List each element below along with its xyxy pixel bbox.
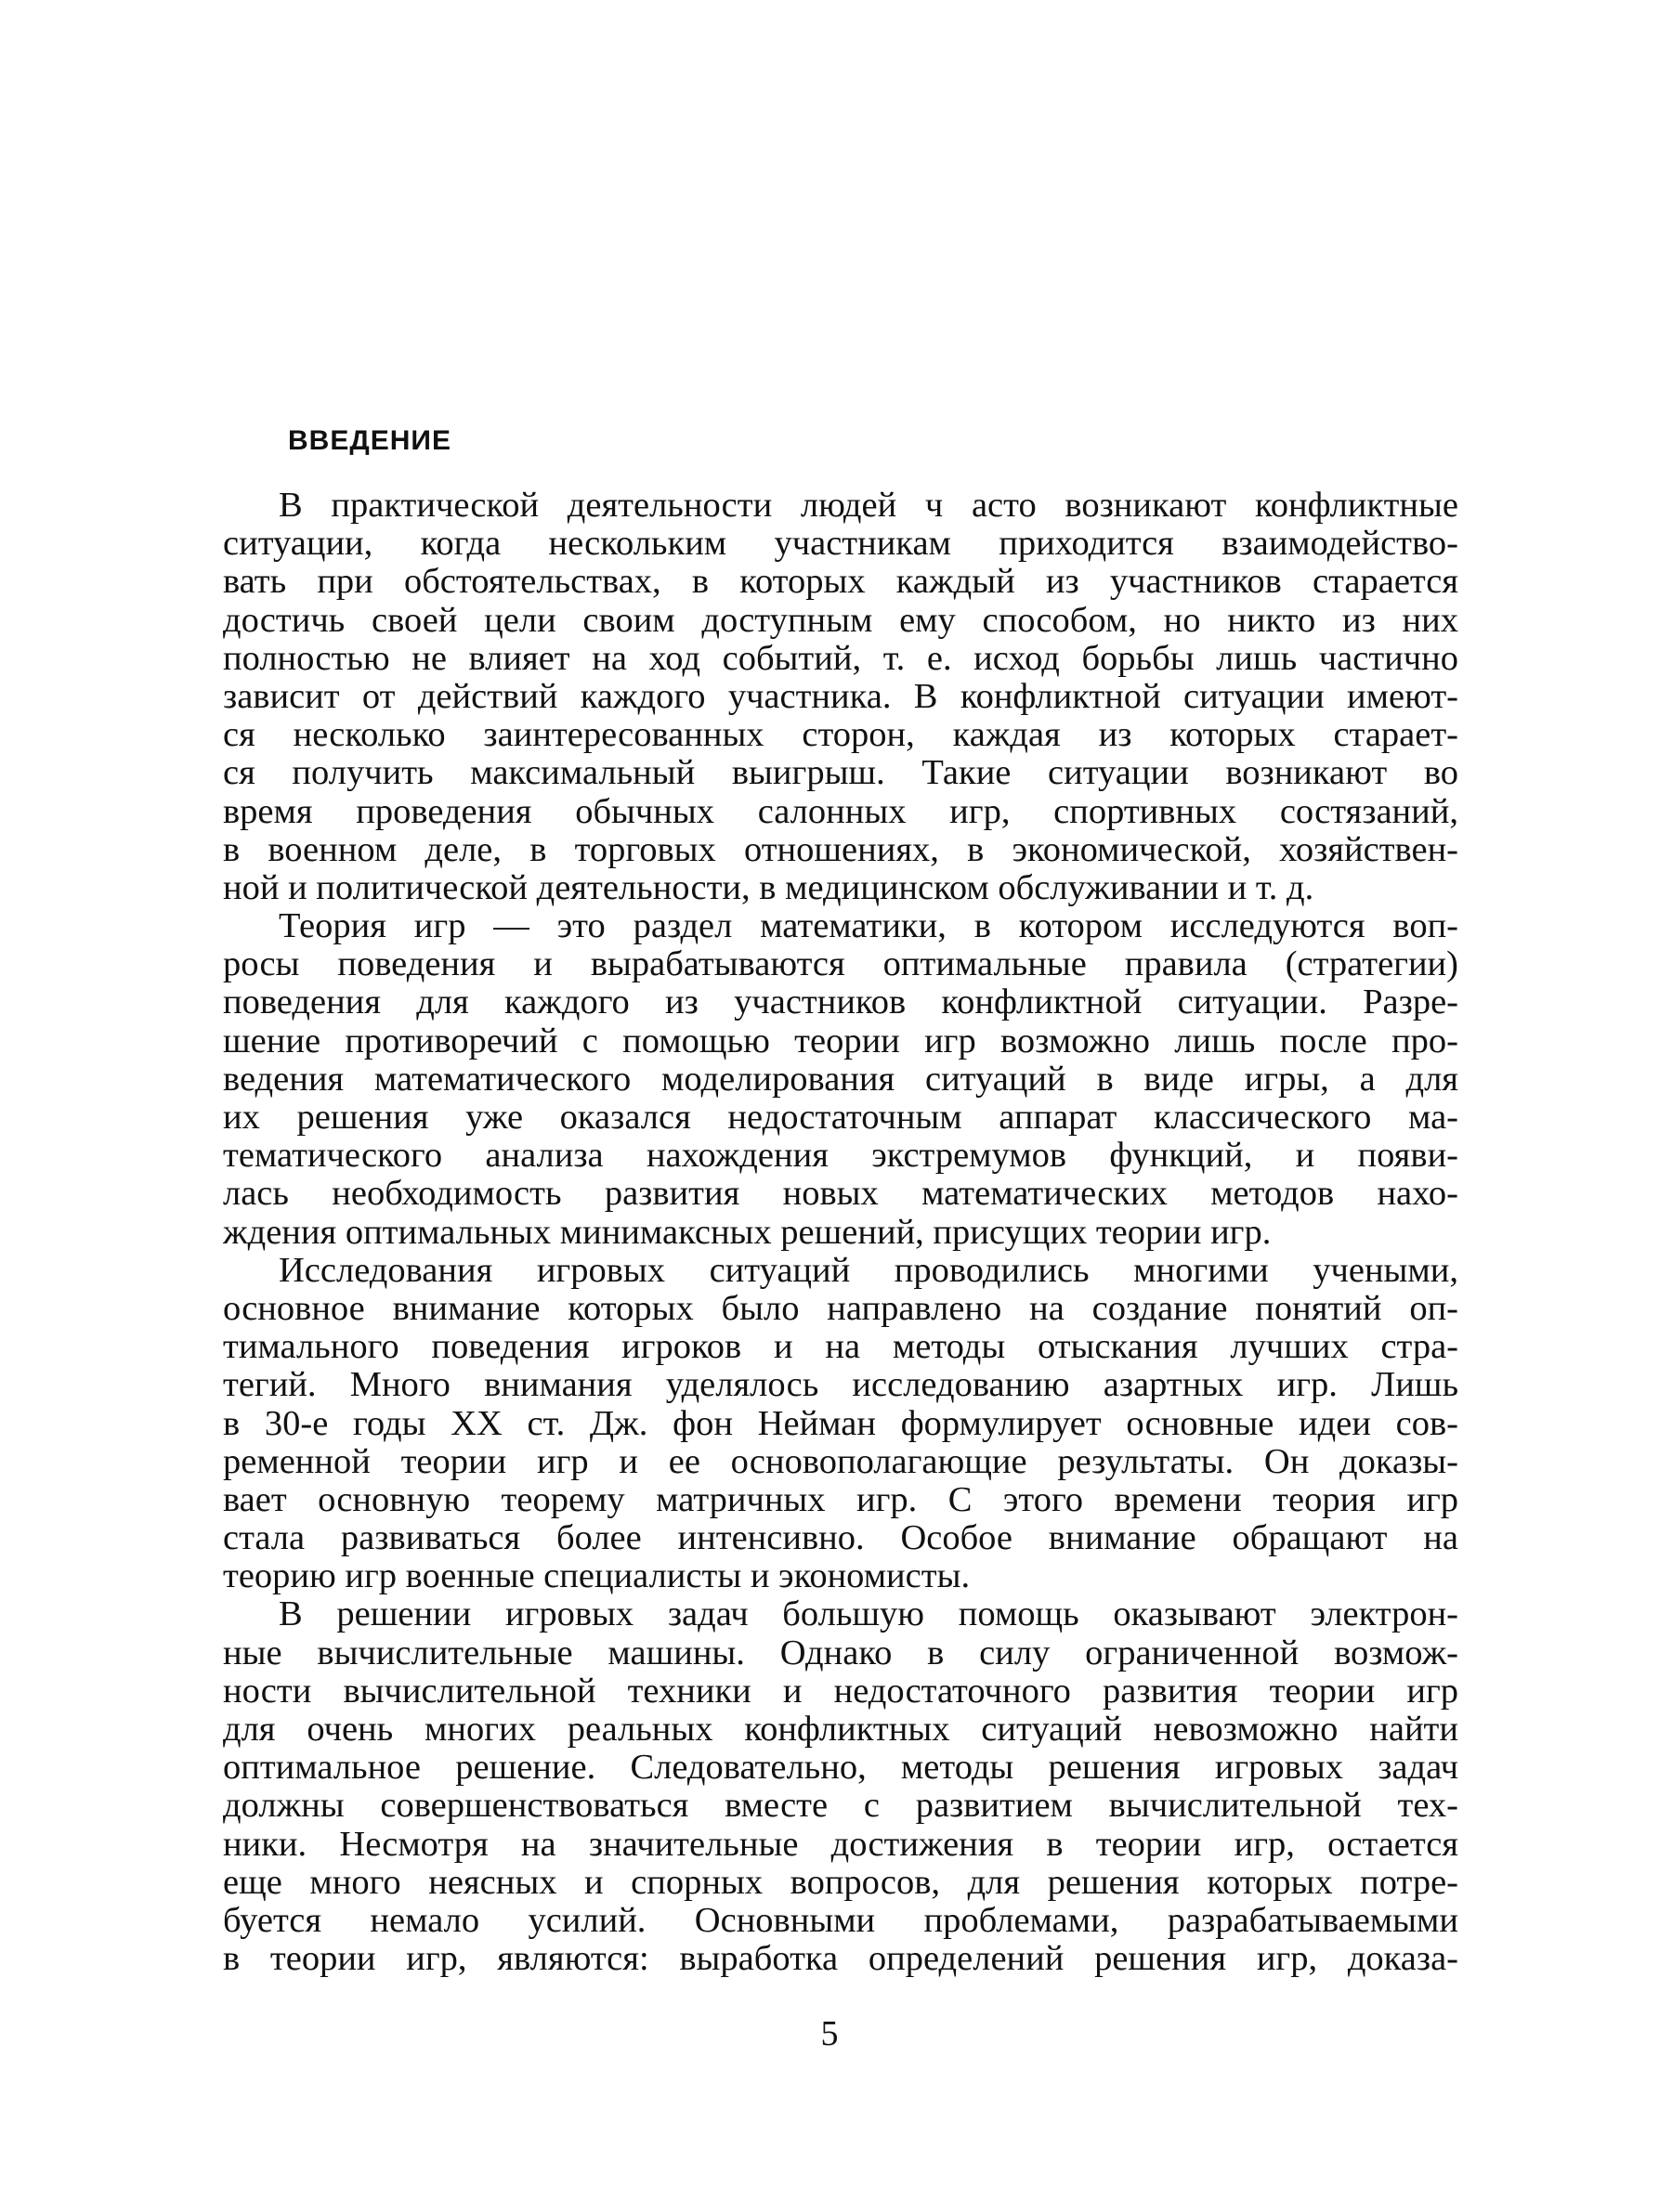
- text-line: шение противоречий с помощью теории игр возможно лишь после про-: [223, 1021, 1458, 1060]
- text-line: время проведения обычных салонных игр, спортивных состязаний,: [223, 792, 1458, 831]
- text-line: ся получить максимальный выигрыш. Такие ситуации возникают во: [223, 754, 1458, 793]
- text-line: тегий. Много внимания уделялось исследованию азартных игр. Лишь: [223, 1366, 1458, 1405]
- text-line: тимального поведения игроков и на методы отыскания лучших стра-: [223, 1328, 1458, 1367]
- text-line: В практической деятельности людей ч асто возникают конфликтные: [279, 487, 1458, 525]
- text-line: ждения оптимальных минимаксных решений, присущих теории игр.: [223, 1213, 1272, 1252]
- text-line: должны совершенствоваться вместе с развитием вычислительной тех-: [223, 1787, 1458, 1826]
- text-line: тематического анализа нахождения экстремумов функций, и появи-: [223, 1137, 1458, 1176]
- text-line: в 30-е годы XX ст. Дж. фон Нейман формулирует основные идеи сов-: [223, 1404, 1458, 1443]
- section-heading: ВВЕДЕНИЕ: [288, 425, 451, 456]
- text-line: их решения уже оказался недостаточным аппарат классического ма-: [223, 1099, 1458, 1137]
- text-line: ники. Несмотря на значительные достижения в теории игр, остается: [223, 1825, 1458, 1864]
- text-line: вает основную теорему матричных игр. С этого времени теория игр: [223, 1480, 1458, 1519]
- text-line: В решении игровых задач большую помощь оказывают электрон-: [279, 1595, 1458, 1634]
- text-line: в теории игр, являются: выработка определений решения игр, доказа-: [223, 1940, 1458, 1979]
- paragraph-3: [223, 1252, 1458, 1596]
- text-line: оптимальное решение. Следовательно, методы решения игровых задач: [223, 1749, 1458, 1788]
- text-line: теорию игр военные специалисты и экономисты.: [223, 1557, 971, 1596]
- text-line: ся несколько заинтересованных сторон, каждая из которых старает-: [223, 716, 1458, 755]
- text-line: ведения математического моделирования ситуаций в виде игры, а для: [223, 1060, 1458, 1099]
- paragraph-4: [223, 1595, 1458, 1978]
- text-line: стала развиваться более интенсивно. Особое внимание обращают на: [223, 1519, 1458, 1558]
- text-line: ные вычислительные машины. Однако в силу ограниченной возмож-: [223, 1633, 1458, 1672]
- text-line: полностью не влияет на ход событий, т. е. исход борьбы лишь частично: [223, 639, 1458, 678]
- text-line: ременной теории игр и ее основополагающие результаты. Он доказы-: [223, 1442, 1458, 1481]
- text-line: ситуации, когда нескольким участникам приходится взаимодейство-: [223, 525, 1458, 564]
- text-line: Теория игр — это раздел математики, в котором исследуются воп-: [279, 907, 1458, 946]
- text-line: вать при обстоятельствах, в которых каждый из участников старается: [223, 563, 1458, 602]
- text-line: росы поведения и вырабатываются оптимальные правила (стратегии): [223, 945, 1458, 984]
- paragraph-2: [223, 907, 1458, 1252]
- text-line: в военном деле, в торговых отношениях, в экономической, хозяйствен-: [223, 830, 1458, 869]
- body-text: [223, 487, 1458, 1978]
- text-line: буется немало усилий. Основными проблемами, разрабатываемыми: [223, 1901, 1458, 1940]
- text-line: для очень многих реальных конфликтных ситуаций невозможно найти: [223, 1711, 1458, 1749]
- text-line: основное внимание которых было направлено на создание понятий оп-: [223, 1289, 1458, 1328]
- text-line: Исследования игровых ситуаций проводились многими учеными,: [279, 1251, 1458, 1290]
- page-number: 5: [820, 2014, 839, 2053]
- text-line: зависит от действий каждого участника. В конфликтной ситуации имеют-: [223, 677, 1458, 716]
- text-line: достичь своей цели своим доступным ему способом, но никто из них: [223, 601, 1458, 640]
- text-line: поведения для каждого из участников конфликтной ситуации. Разре-: [223, 983, 1458, 1022]
- text-line: ности вычислительной техники и недостаточного развития теории игр: [223, 1672, 1458, 1711]
- text-line: ной и политической деятельности, в медицинском обслуживании и т. д.: [223, 868, 1314, 907]
- text-line: еще много неясных и спорных вопросов, для решения которых потре-: [223, 1863, 1458, 1902]
- paragraph-1: [223, 487, 1458, 907]
- text-line: лась необходимость развития новых математических методов нахо-: [223, 1175, 1458, 1214]
